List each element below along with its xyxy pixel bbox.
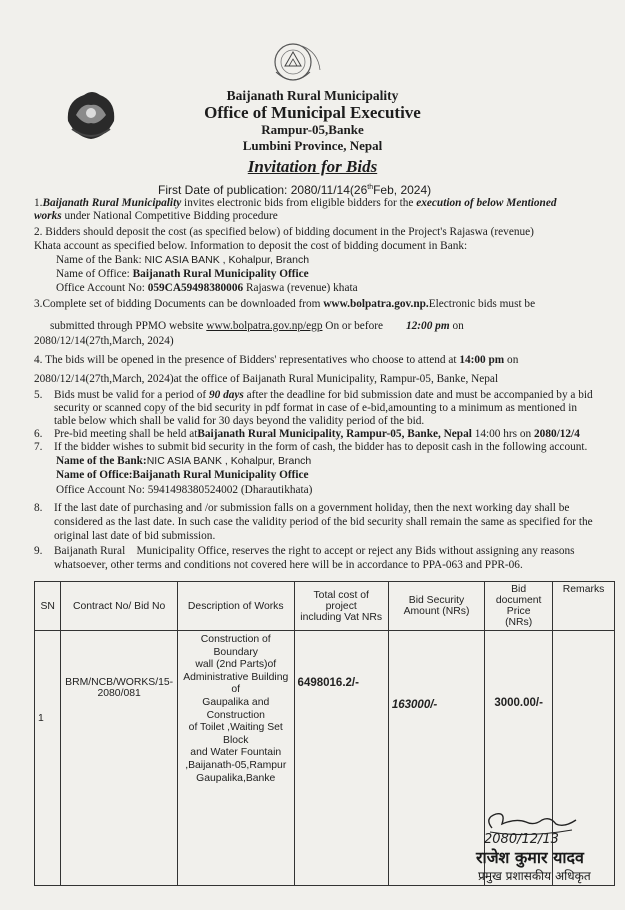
cell-document-price: 3000.00/- xyxy=(485,631,553,886)
cell-total-cost: 6498016.2/- xyxy=(294,631,388,886)
header-description: Description of Works xyxy=(177,582,294,631)
para-7-account: Office Account No: 5941498380524002 (Dharautikhata) xyxy=(56,484,313,496)
header-bid-security: Bid Security Amount (NRs) xyxy=(388,582,484,631)
address-line-2: Lumbini Province, Nepal xyxy=(242,138,383,153)
signature-date: 2080/12/13 xyxy=(484,832,559,847)
para-4-line-2: 2080/12/14(27th,March, 2024)at the office of Baijanath Rural Municipality, Rampur-05, Banke, Nepal xyxy=(34,373,499,385)
publication-date: First Date of publication: 2080/11/14(26thFeb, 2024) xyxy=(158,183,432,197)
para-2-office: Name of Office: Baijanath Rural Municipality Office xyxy=(56,268,309,280)
header-remarks: Remarks xyxy=(553,582,615,631)
para-6-line: Pre-bid meeting shall be held atBaijanath Rural Municipality, Rampur-05, Banke, Nepal 14:00 hrs on 2080/12/4 xyxy=(54,428,580,440)
address-line-1: Rampur-05,Banke xyxy=(261,122,364,137)
para-7-num: 7. xyxy=(34,441,43,453)
para-5-num: 5. xyxy=(34,389,43,401)
egp-link[interactable]: www.bolpatra.gov.np/egp xyxy=(206,320,323,332)
para-9-num: 9. xyxy=(34,545,43,557)
cell-description: Construction of Boundary wall (2nd Parts)of Administrative Building of Gaupalika and Construction of Toilet ,Waiting Set Block and Water Fountain ,Baijanath-05,Rampur Gaupalika,Banke xyxy=(177,631,294,886)
para-7-bank: Name of the Bank:NIC ASIA BANK , Kohalpur, Branch xyxy=(56,455,312,467)
para-5-line-2: security or scanned copy of the bid security in pdf format in case of e-bid,amounting to a minimum as mentioned in xyxy=(54,402,577,414)
para-5-line-1: Bids must be valid for a period of 90 days after the deadline for bid submission date and must be accompanied by a bid xyxy=(54,389,593,401)
para-1-line-2: works under National Competitive Bidding procedure xyxy=(34,210,278,222)
header-contract: Contract No/ Bid No xyxy=(61,582,178,631)
para-3-deadline-time: 12:00 pm on xyxy=(406,320,464,332)
table-header-row xyxy=(35,582,615,631)
para-2-line-2: Khata account as specified below. Information to deposit the cost of bidding document in Bank: xyxy=(34,240,468,252)
para-1-line-1: 1.Baijanath Rural Municipality invites electronic bids from eligible bidders for the execution of below Mentioned xyxy=(34,197,557,209)
para-3-deadline-date: 2080/12/14(27th,March, 2024) xyxy=(34,335,174,347)
municipality-name: Baijanath Rural Municipality xyxy=(226,88,399,103)
para-2-account: Office Account No: 059CA59498380006 Rajaswa (revenue) khata xyxy=(56,282,358,294)
para-5-line-3: table below which shall be valid for 30 days beyond the validity period of the bid. xyxy=(54,415,425,427)
header-sn: SN xyxy=(35,582,61,631)
page-title: Invitation for Bids xyxy=(247,157,378,176)
para-3-line-1: 3.Complete set of bidding Documents can be downloaded from www.bolpatra.gov.np.Electronic bids must be xyxy=(34,298,536,310)
municipality-emblem-icon xyxy=(258,40,328,90)
para-8-line-2: considered as the last date. In such case the validity period of the bid security shall remain the same as specified for the xyxy=(54,516,593,528)
cell-contract-no: BRM/NCB/WORKS/15- 2080/081 xyxy=(61,631,178,886)
para-3-line-2: submitted through PPMO website www.bolpatra.gov.np/egp On or before xyxy=(50,320,384,332)
para-8-num: 8. xyxy=(34,502,43,514)
para-7-office: Name of Office:Baijanath Rural Municipality Office xyxy=(56,469,309,481)
bolpatra-link[interactable]: www.bolpatra.gov.np. xyxy=(323,298,429,310)
cell-sn: 1 xyxy=(35,631,61,886)
para-6-num: 6. xyxy=(34,428,43,440)
para-2-line-1: 2. Bidders should deposit the cost (as specified below) of bidding document in the Project's Rajaswa (revenue) xyxy=(34,226,534,238)
header-total-cost: Total cost of project including Vat NRs xyxy=(294,582,388,631)
para-7-line-1: If the bidder wishes to submit bid security in the form of cash, the bidder has to deposit cash in the following account. xyxy=(54,441,588,453)
office-name: Office of Municipal Executive xyxy=(204,103,421,122)
para-9-line-1: Baijanath Rural Municipality Office, reserves the right to accept or reject any Bids without assigning any reasons xyxy=(54,545,575,557)
header-document-price: Bid document Price (NRs) xyxy=(485,582,553,631)
para-9-line-2: whatsoever, other terms and conditions not covered here will be in accordance to PPA-063 and PPR-06. xyxy=(54,559,523,571)
para-4-line-1: 4. The bids will be opened in the presence of Bidders' representatives who choose to attend at 14:00 pm on xyxy=(34,354,519,366)
signatory-title: प्रमुख प्रशासकीय अधिकृत xyxy=(478,869,591,883)
para-8-line-3: original last date of bid submission. xyxy=(54,530,216,542)
para-2-bank: Name of the Bank: NIC ASIA BANK , Kohalpur, Branch xyxy=(56,254,310,266)
para-8-line-1: If the last date of purchasing and /or submission falls on a government holiday, then the next working day shall be xyxy=(54,502,570,514)
cell-bid-security: 163000/- xyxy=(388,631,484,886)
signatory-name: राजेश कुमार यादव xyxy=(476,848,584,867)
